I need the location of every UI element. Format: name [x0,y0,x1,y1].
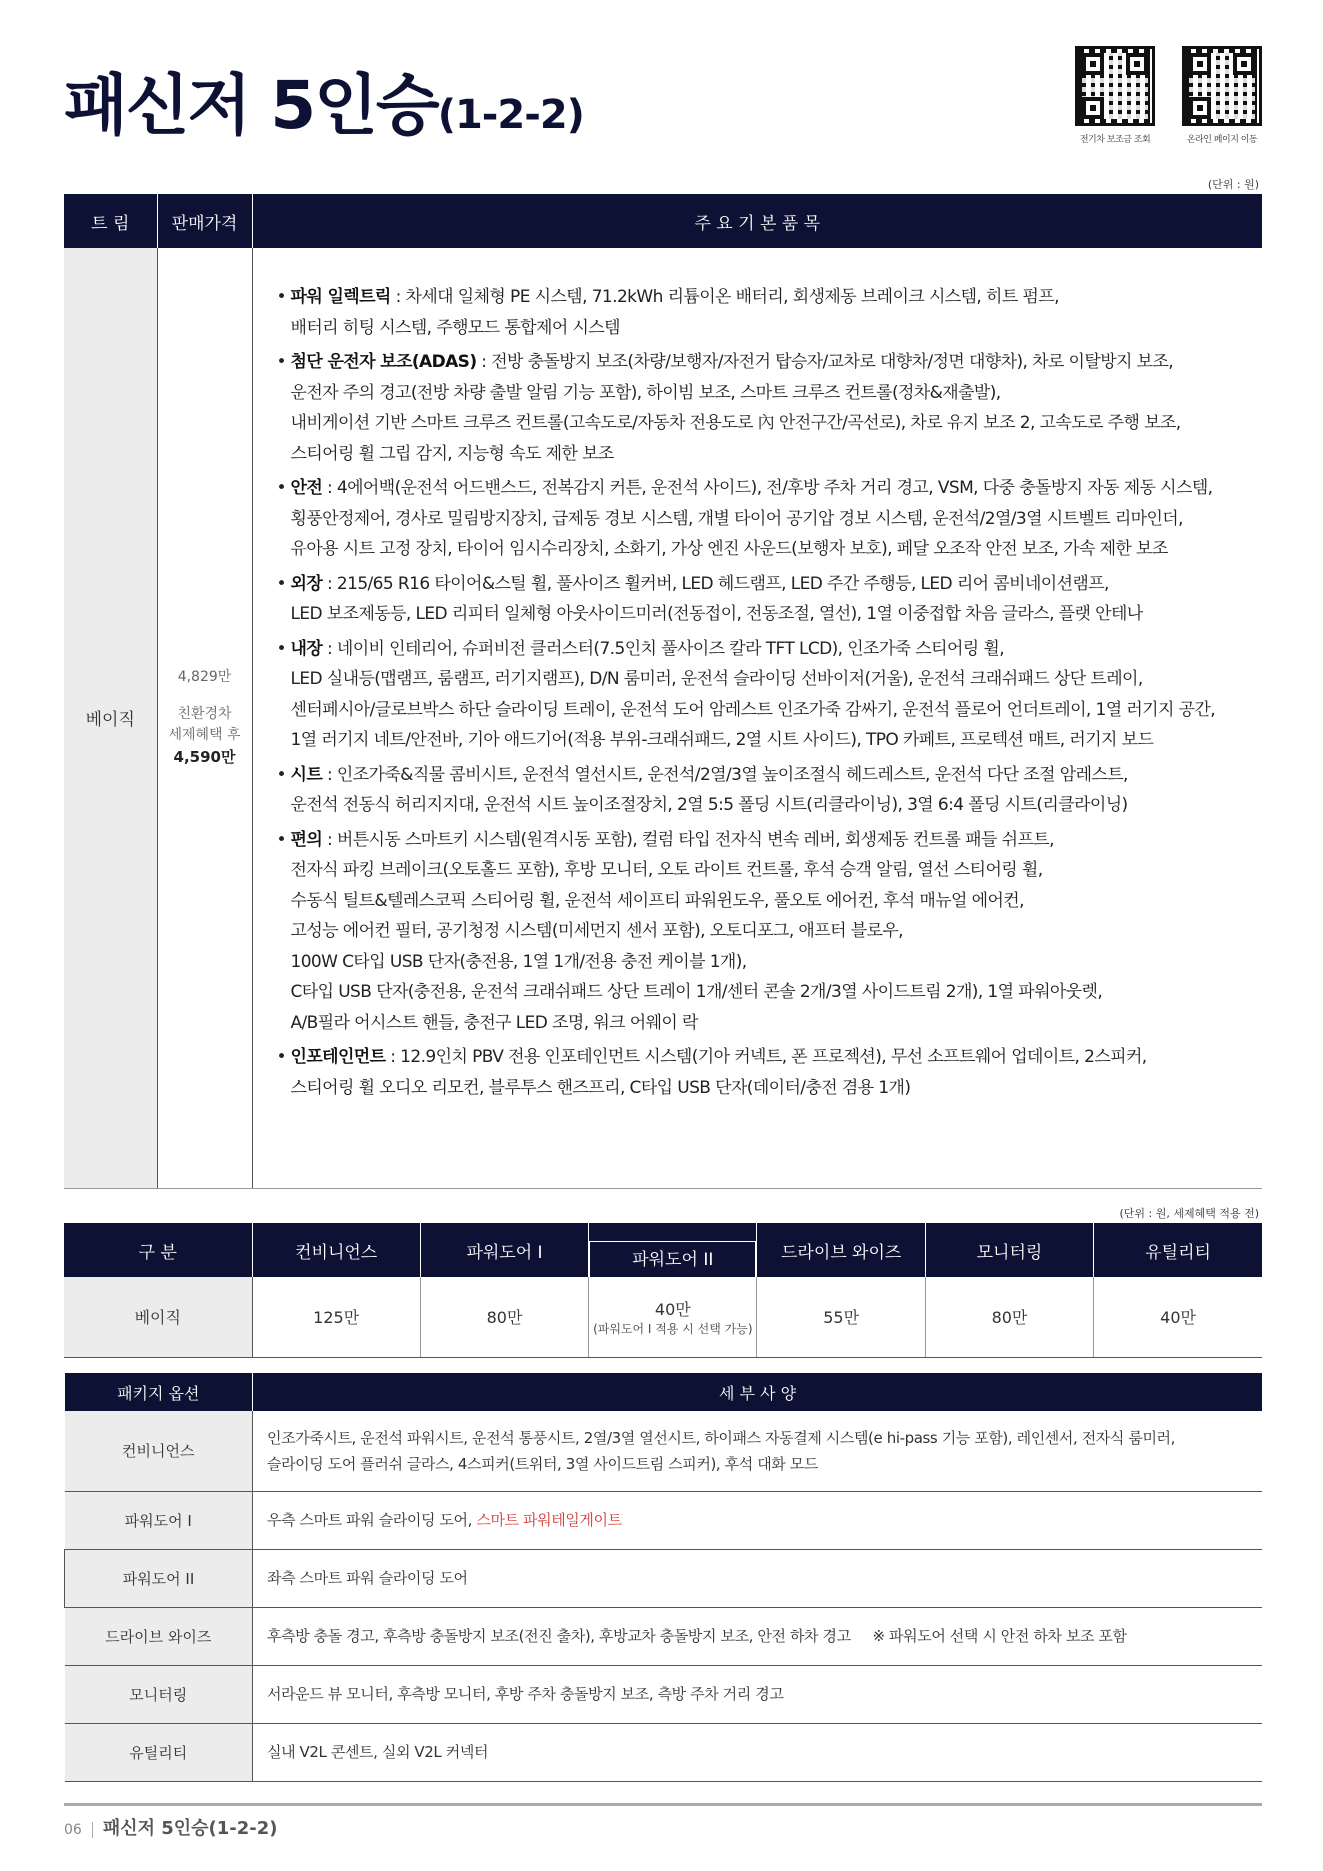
feature-group [277,473,1253,565]
feature-group-name: 첨단 운전자 보조(ADAS) [290,352,477,372]
feature-line: 스티어링 휠 오디오 리모컨, 블루투스 핸즈프리, C타입 USB 단자(데이터/충전 겸용 1개) [290,1077,911,1098]
pkg-name-convenience: 컨비니언스 [65,1411,253,1491]
feature-group [277,825,1253,1039]
opt-price-utility: 40만 [1094,1277,1262,1357]
feature-line: : 4에어백(운전석 어드밴스드, 전복감지 커튼, 운전석 사이드), 전/후방 주차 거리 경고, VSM, 다중 충돌방지 자동 제동 시스템, [322,478,1213,498]
feature-line: : 네이비 인테리어, 슈퍼비전 클러스터(7.5인치 풀사이즈 칼라 TFT LCD), 인조가죽 스티어링 휠, [322,638,1005,659]
opt-header-powerdoor2: 파워도어 II [589,1223,757,1277]
pkg-name-powerdoor2: 파워도어 II [65,1549,253,1607]
header-trim: 트 림 [64,194,157,248]
price-label2: 세제혜택 후 [168,726,241,743]
main-spec-table [64,194,1262,1189]
bullet-icon: • [276,829,286,850]
feature-group [277,1042,1253,1103]
powerdoor2-note: (파워도어 I 적용 시 선택 가능) [593,1321,753,1336]
bullet-icon: • [276,352,286,372]
unit-label-options: (단위 : 원, 세제혜택 적용 전) [1119,1207,1259,1220]
header-price: 판매가격 [157,194,252,248]
opt-header-utility: 유틸리티 [1094,1223,1262,1277]
opt-row-label: 베이직 [64,1277,252,1357]
feature-line: 내비게이션 기반 스마트 크루즈 컨트롤(고속도로/자동차 전용도로 內 안전구간/곡선로), 차로 유지 보조 2, 고속도로 주행 보조, [290,413,1181,433]
package-detail-table [64,1373,1262,1782]
pkg-name-monitoring: 모니터링 [65,1665,253,1723]
option-price-table [64,1223,1262,1358]
opt-price-powerdoor1: 80만 [420,1277,588,1357]
opt-price-powerdoor2: 40만 (파워도어 I 적용 시 선택 가능) [589,1277,757,1357]
title-sub: (1-2-2) [437,92,584,138]
price-cell [157,248,252,1188]
feature-line: 운전석 전동식 허리지지대, 운전석 시트 높이조절장치, 2열 5:5 폴딩 시트(리클라이닝), 3열 6:4 폴딩 시트(리클라이닝) [290,795,1128,815]
pkg-header-name: 패키지 옵션 [65,1373,253,1411]
feature-line: 유아용 시트 고정 장치, 타이어 임시수리장치, 소화기, 가상 엔진 사운드(보행자 보호), 페달 오조작 안전 보조, 가속 제한 보조 [290,539,1168,559]
feature-line: 횡풍안정제어, 경사로 밀림방지장치, 급제동 경보 시스템, 개별 타이어 공기압 경보 시스템, 운전석/2열/3열 시트벨트 리마인더, [290,508,1183,529]
qr-subsidy-caption: 전기차 보조금 조회 [1079,135,1151,145]
feature-line: 전자식 파킹 브레이크(오토홀드 포함), 후방 모니터, 오토 라이트 컨트롤, 후석 승객 알림, 열선 스티어링 휠, [290,860,1043,880]
feature-line: 센터페시아/글로브박스 하단 슬라이딩 트레이, 운전석 도어 암레스트 인조가죽 감싸기, 운전석 플로어 언더트레이, 1열 러기지 공간, [290,699,1216,720]
feature-group [277,634,1253,756]
pkg-desc-convenience: 인조가죽시트, 운전석 파워시트, 운전석 통풍시트, 2열/3열 열선시트, 하이패스 자동결제 시스템(e hi-pass 기능 포함), 레인센서, 전자식 룸미러, 슬라이딩 도어 플러쉬 글라스, 4스피커(트위터, 3열 사이드트림 스피커), 후석 대화 모드 [253,1411,1263,1491]
title-main: 패신저 5인승 [64,67,438,144]
feature-line: LED 보조제동등, LED 리피터 일체형 아웃사이드미러(전동접이, 전동조절, 열선), 1열 이중접합 차음 글라스, 플랫 안테나 [290,604,1143,624]
feature-line: : 버튼시동 스마트키 시스템(원격시동 포함), 컬럼 타입 전자식 변속 레버, 회생제동 컨트롤 패들 쉬프트, [322,829,1054,850]
page-footer [64,1803,1262,1840]
pkg-header-desc: 세 부 사 양 [253,1373,1263,1411]
feature-group-name: 시트 [290,764,323,785]
feature-group-name: 파워 일렉트릭 [290,287,391,307]
unit-label: (단위 : 원) [1207,178,1259,191]
qr-subsidy[interactable] [1075,46,1155,145]
trim-name: 베이직 [64,248,157,1188]
pkg-highlight: 스마트 파워테일게이트 [476,1511,622,1529]
pkg-desc-drivewise: 후측방 충돌 경고, 후측방 충돌방지 보조(전진 출차), 후방교차 충돌방지 보조, 안전 하차 경고 ※ 파워도어 선택 시 안전 하차 보조 포함 [253,1607,1263,1665]
opt-header-convenience: 컨비니언스 [252,1223,420,1277]
price-base: 4,829만 [177,668,232,685]
opt-header-monitoring: 모니터링 [925,1223,1093,1277]
feature-group [277,347,1253,469]
bullet-icon: • [276,287,286,307]
feature-group-name: 내장 [290,638,323,659]
qr-code-icon[interactable] [1182,46,1262,126]
opt-header-powerdoor1: 파워도어 I [420,1223,588,1277]
feature-group-name: 안전 [290,478,323,498]
price-after: 4,590만 [173,747,236,766]
feature-group-name: 인포테인먼트 [290,1047,386,1067]
pkg-name-utility: 유틸리티 [65,1723,253,1781]
pkg-desc-monitoring: 서라운드 뷰 모니터, 후측방 모니터, 후방 주차 충돌방지 보조, 측방 주차 거리 경고 [253,1665,1263,1723]
header-items: 주 요 기 본 품 목 [252,194,1262,248]
opt-price-convenience: 125만 [252,1277,420,1357]
pkg-desc-powerdoor1: 우측 스마트 파워 슬라이딩 도어, 스마트 파워테일게이트 [253,1491,1263,1549]
feature-line: 100W C타입 USB 단자(충전용, 1열 1개/전용 충전 케이블 1개), [290,951,747,972]
feature-line: : 인조가죽&직물 콤비시트, 운전석 열선시트, 운전석/2열/3열 높이조절식 헤드레스트, 운전석 다단 조절 암레스트, [322,764,1128,785]
opt-price-drivewise: 55만 [757,1277,925,1357]
feature-line: : 215/65 R16 타이어&스틸 휠, 풀사이즈 휠커버, LED 헤드램프, LED 주간 주행등, LED 리어 콤비네이션램프, [322,573,1109,594]
page-number: 06 [64,1822,93,1838]
bullet-icon: • [276,638,286,659]
feature-line: : 12.9인치 PBV 전용 인포테인먼트 시스템(기아 커넥트, 폰 프로젝션), 무선 소프트웨어 업데이트, 2스피커, [385,1047,1147,1067]
bullet-icon: • [276,1047,286,1067]
opt-header-category: 구 분 [64,1223,252,1277]
qr-online-caption: 온라인 페이지 이동 [1186,135,1258,145]
bullet-icon: • [276,764,286,785]
price-label1: 친환경차 [177,705,232,722]
footer-title: 패신저 5인승(1-2-2) [102,1818,278,1839]
feature-line: 1열 러기지 네트/안전바, 기아 애드기어(적용 부위-크래쉬패드, 2열 시트 사이드), TPO 카페트, 프로텍션 매트, 러기지 보드 [290,730,1154,750]
feature-line: C타입 USB 단자(충전용, 운전석 크래쉬패드 상단 트레이 1개/센터 콘솔 2개/3열 사이드트림 2개), 1열 파워아웃렛, [290,982,1103,1002]
feature-line: 고성능 에어컨 필터, 공기청정 시스템(미세먼지 센서 포함), 오토디포그, 애프터 블로우, [290,921,903,941]
feature-group-name: 외장 [290,573,323,594]
feature-line: : 차세대 일체형 PE 시스템, 71.2kWh 리튬이온 배터리, 회생제동 브레이크 시스템, 히트 펌프, [390,287,1059,307]
pkg-desc-utility: 실내 V2L 콘센트, 실외 V2L 커넥터 [253,1723,1263,1781]
feature-line: A/B필라 어시스트 핸들, 충전구 LED 조명, 워크 어웨이 락 [290,1012,698,1033]
page-title [64,52,584,147]
feature-group [277,760,1253,821]
feature-list [252,248,1262,1188]
feature-line: 운전자 주의 경고(전방 차량 출발 알림 기능 포함), 하이빔 보조, 스마트 크루즈 컨트롤(정차&재출발), [290,382,1001,403]
pkg-name-powerdoor1: 파워도어 I [65,1491,253,1549]
pkg-desc-powerdoor2: 좌측 스마트 파워 슬라이딩 도어 [253,1549,1263,1607]
feature-line: LED 실내등(맵램프, 룸램프, 러기지램프), D/N 룸미러, 운전석 슬라이딩 선바이저(거울), 운전석 크래쉬패드 상단 트레이, [290,669,1143,689]
feature-group-name: 편의 [290,829,323,850]
opt-header-drivewise: 드라이브 와이즈 [757,1223,925,1277]
feature-line: 수동식 틸트&텔레스코픽 스티어링 휠, 운전석 세이프티 파워윈도우, 풀오토 에어컨, 후석 매뉴얼 에어컨, [290,890,1024,911]
feature-group [277,282,1253,343]
qr-code-icon[interactable] [1075,46,1155,126]
feature-group [277,569,1253,630]
qr-online[interactable] [1182,46,1262,145]
feature-line: : 전방 충돌방지 보조(차량/보행자/자전거 탑승자/교차로 대향차/정면 대향차), 차로 이탈방지 보조, [476,352,1174,372]
opt-price-monitoring: 80만 [925,1277,1093,1357]
feature-line: 스티어링 휠 그립 감지, 지능형 속도 제한 보조 [290,443,614,464]
bullet-icon: • [276,478,286,498]
feature-line: 배터리 히팅 시스템, 주행모드 통합제어 시스템 [290,317,620,338]
pkg-name-drivewise: 드라이브 와이즈 [65,1607,253,1665]
bullet-icon: • [276,573,286,594]
